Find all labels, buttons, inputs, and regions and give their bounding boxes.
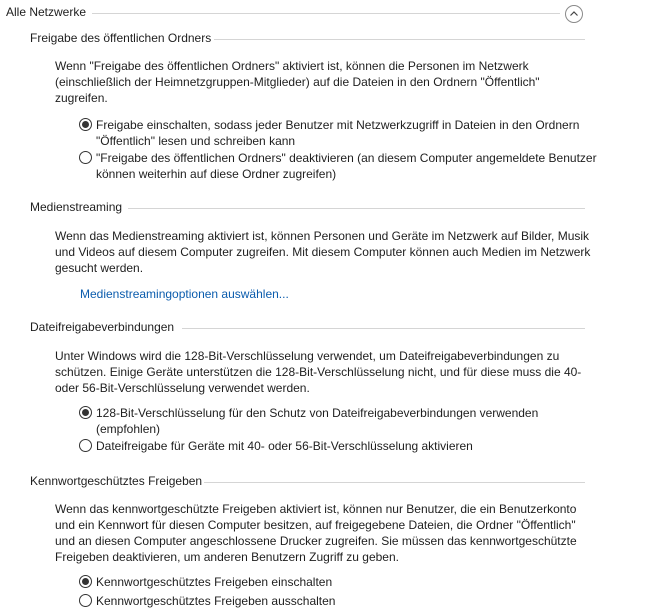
- radio-option-label: Kennwortgeschütztes Freigeben einschalten: [96, 575, 333, 589]
- section-description-media-streaming: Wenn das Medienstreaming aktiviert ist, können Personen und Geräte im Netzwerk auf Bilder, Musik und Videos auf diesem Computer zugreifen. Mit diesem Computer können auch Medien im Netzwerk gesucht werden.: [55, 229, 591, 275]
- radio-option-label: Freigabe einschalten, sodass jeder Benutzer mit Netzwerkzugriff in Dateien in den Ordnern "Öffentlich" lesen und schreiben kann: [96, 118, 580, 148]
- collapse-button[interactable]: [565, 5, 583, 23]
- radio-option-128bit-encryption[interactable]: [80, 405, 600, 437]
- section-separator: [182, 328, 585, 329]
- radio-option-label: Dateifreigabe für Geräte mit 40- oder 56-Bit-Verschlüsselung aktivieren: [96, 439, 473, 453]
- section-description-file-sharing-connections: Unter Windows wird die 128-Bit-Verschlüsselung verwendet, um Dateifreigabeverbindungen zu schützen. Einige Geräte unterstützen die 128-Bit-Verschlüsselung nicht, und für diese muss die 40- oder 56-Bit-Verschlüsselung verwendet werden.: [55, 349, 582, 395]
- network-group-title: Alle Netzwerke: [6, 5, 87, 19]
- chevron-up-icon: [566, 6, 582, 22]
- section-description-public-folder-sharing: Wenn "Freigabe des öffentlichen Ordners" aktiviert ist, können die Personen im Netzwerk (einschließlich der Heimnetzgruppen-Mitglieder) auf die Dateien in den Ordnern "Öffentlich" zugreifen.: [55, 59, 540, 105]
- radio-option-public-sharing-off[interactable]: [80, 150, 600, 182]
- radio-button-icon[interactable]: [79, 439, 92, 452]
- section-separator: [128, 208, 585, 209]
- radio-option-label: Kennwortgeschütztes Freigeben ausschalten: [96, 594, 336, 608]
- media-streaming-options-link[interactable]: Medienstreamingoptionen auswählen...: [80, 287, 289, 301]
- radio-option-label: 128-Bit-Verschlüsselung für den Schutz von Dateifreigabeverbindungen verwenden (empfohlen): [96, 406, 539, 436]
- section-separator: [214, 39, 585, 40]
- section-title-password-protected-sharing: Kennwortgeschütztes Freigeben: [30, 474, 208, 488]
- section-description-password-protected-sharing: Wenn das kennwortgeschützte Freigeben aktiviert ist, können nur Benutzer, die ein Benutzerkonto und ein Kennwort für diesen Computer besitzen, auf freigegebene Dateien, die Ordner "Öffentlich" und an diesen Computer angeschlossene Drucker zugreifen. Sie müssen das kennwortgeschützte Freigeben deaktivieren, um anderen Benutzern Zugriff zu geben.: [55, 502, 577, 564]
- radio-option-40-56bit-encryption[interactable]: [80, 438, 600, 454]
- radio-button-icon[interactable]: [79, 406, 92, 419]
- radio-button-icon[interactable]: [79, 118, 92, 131]
- radio-button-icon[interactable]: [79, 575, 92, 588]
- radio-option-password-sharing-off[interactable]: [80, 593, 600, 609]
- radio-option-label: "Freigabe des öffentlichen Ordners" deaktivieren (an diesem Computer angemeldete Benutzer können weiterhin auf diese Ordner zugreifen): [96, 151, 597, 181]
- section-title-public-folder-sharing: Freigabe des öffentlichen Ordners: [30, 31, 217, 45]
- header-separator: [92, 13, 560, 14]
- section-title-file-sharing-connections: Dateifreigabeverbindungen: [30, 320, 180, 334]
- section-title-media-streaming: Medienstreaming: [30, 200, 128, 214]
- radio-option-password-sharing-on[interactable]: [80, 574, 600, 590]
- section-separator: [204, 482, 585, 483]
- radio-button-icon[interactable]: [79, 151, 92, 164]
- radio-button-icon[interactable]: [79, 594, 92, 607]
- radio-option-public-sharing-on[interactable]: [80, 117, 600, 149]
